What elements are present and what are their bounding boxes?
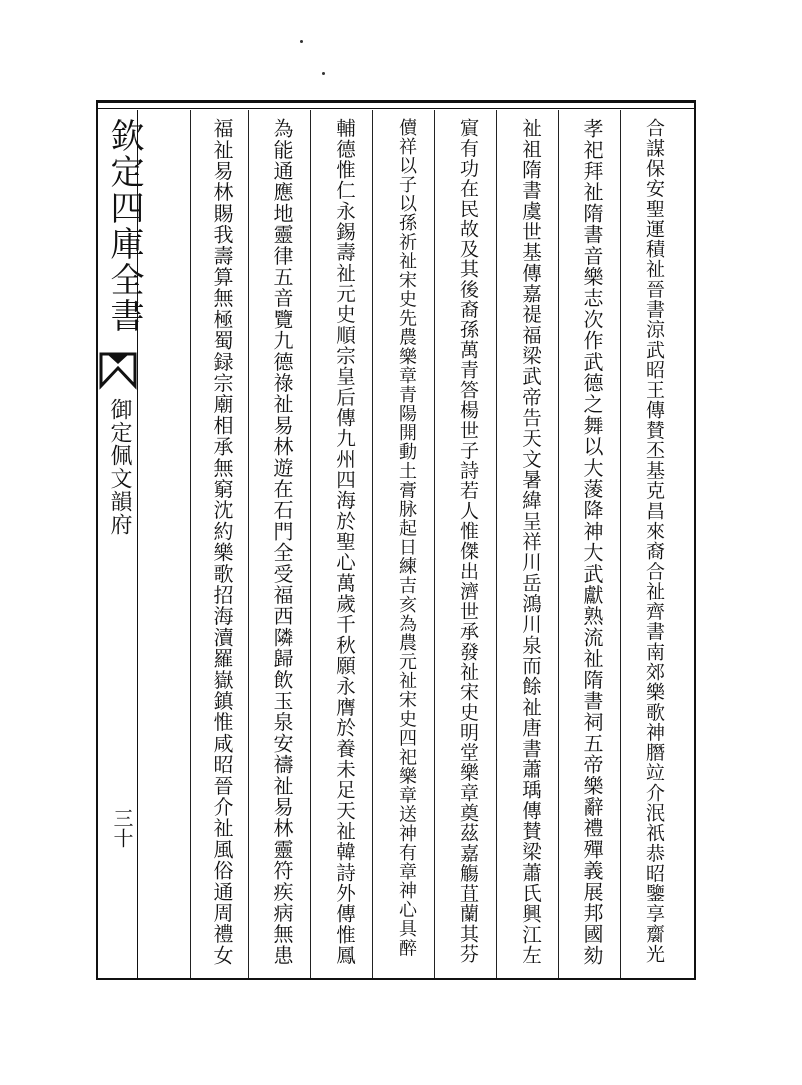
text-column-2 — [570, 118, 614, 974]
column-text: 為能通應地靈律五音覽九德祿祉易林遊在石門全受福西隣歸飲玉泉安禱祉易林靈符疾病無患 — [270, 118, 294, 966]
column-text: 賔有功在民故及其後裔孫萬青答楊世子詩若人惟傑出濟世承發祉宋史明堂樂章奠茲嘉觴苴蘭其芬 — [457, 118, 479, 964]
column-text: 福祉易林賜我壽算無極蜀録宗廟相承無窮沈約樂歌招海瀆羅嶽鎮惟咸昭晉介祉風俗通周禮女 — [210, 118, 234, 966]
column-text: 儥祥以子以孫祈祉宋史先農樂章青陽開動土膏脉起日練吉亥為農元祉宋史四祀樂章送神有章神心具醉 — [396, 118, 417, 958]
column-divider — [190, 110, 191, 978]
column-divider — [310, 110, 311, 978]
column-text: 祉祖隋書虞世基傳嘉禔福梁武帝告天文暑緯呈祥川岳鴻川泉而餘祉唐書蕭瑀傳賛梁蕭氏興江左 — [519, 118, 542, 966]
right-border — [694, 100, 696, 980]
column-text: 輔德惟仁永錫壽祉元史順宗皇后傳九州四海於聖心萬歲千秋願永膺於養未足天祉韓詩外傳惟鳳 — [333, 118, 356, 966]
text-column-4 — [446, 118, 490, 974]
column-divider — [496, 110, 497, 978]
text-column-7 — [260, 118, 304, 974]
column-divider — [434, 110, 435, 978]
folio-number: 三十 — [110, 808, 134, 848]
text-column-8 — [200, 118, 244, 974]
text-column-1 — [632, 118, 676, 974]
top-rule-thick — [96, 100, 696, 103]
top-rule-thin — [96, 108, 696, 109]
book-title: 御定佩文韻府 — [107, 398, 132, 536]
scan-speck — [322, 72, 325, 75]
text-column-5 — [384, 118, 428, 974]
bottom-rule — [96, 978, 696, 980]
column-text: 合謀保安聖運積祉晉書涼武昭王傳賛丕基克昌來裔合祉齊書南郊樂歌神䐶竝介泯祇恭昭鑒享𪗋光 — [643, 118, 665, 964]
column-divider — [620, 110, 621, 978]
series-title: 欽定四庫全書 — [104, 118, 144, 334]
column-divider — [248, 110, 249, 978]
text-column-3 — [508, 118, 552, 974]
scan-speck — [300, 40, 303, 43]
text-column-6 — [322, 118, 366, 974]
column-divider — [372, 110, 373, 978]
fish-tail-mark-icon — [99, 350, 137, 390]
column-divider — [558, 110, 559, 978]
column-text: 孝祀拜祉隋書音樂志次作武德之舞以大蔆降神大武獻熟流祉隋書祠五帝樂辭禮殫義展邦國劾 — [580, 118, 604, 966]
